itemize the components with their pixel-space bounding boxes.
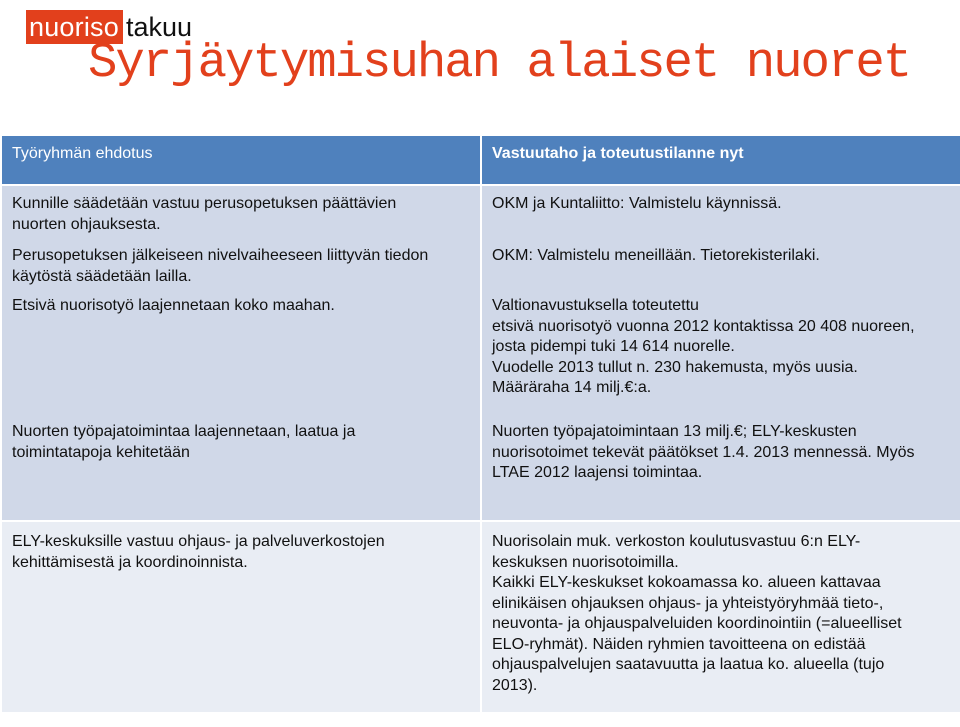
status-text: OKM: Valmistelu meneillään. Tietorekisterilaki.: [492, 247, 820, 264]
proposal-text: Etsivä nuorisotyö laajennetaan koko maahan.: [12, 297, 335, 314]
row1-proposals-cell: [1, 185, 481, 521]
row1-status-cell: [481, 185, 960, 521]
page-title: Syrjäytymisuhan alaiset nuoret: [88, 35, 911, 91]
status-text: OKM ja Kuntaliitto: Valmistelu käynnissä.: [492, 195, 782, 212]
table-row: [1, 521, 960, 713]
status-text: Nuorisolain muk. verkoston koulutusvastuu 6:n ELY- keskuksen nuorisotoimilla. Kaikki ELY-keskukset kokoamassa ko. alueen kattavaa elinikäisen ohjauksen ohjaus- ja yhteistyöryhmää tieto-, neuvonta- ja ohjauspalveluiden koordinointiin (=alueelliset ELO-ryhmät). Näiden ryhmien tavoitteena on edistää ohjauspalvelujen saatavuutta ja laatua ko. alueella (tujo 2013).: [492, 533, 902, 694]
status-text: Nuorten työpajatoimintaan 13 milj.€; ELY-keskusten nuorisotoimet tekevät päätökset 1.4. 2013 mennessä. Myös LTAE 2012 laajensi toimintaa.: [492, 423, 915, 481]
proposal-text: Kunnille säädetään vastuu perusopetuksen päättävien nuorten ohjauksesta.: [12, 195, 397, 233]
header-responsibility: Vastuutaho ja toteutustilanne nyt: [481, 135, 960, 185]
proposal-text: Nuorten työpajatoimintaa laajennetaan, laatua ja toimintatapoja kehitetään: [12, 423, 356, 461]
row2-status-cell: [481, 521, 960, 713]
header-proposal: Työryhmän ehdotus: [1, 135, 481, 185]
table-row: [1, 185, 960, 521]
proposal-table: [0, 134, 960, 714]
proposal-text: ELY-keskuksille vastuu ohjaus- ja palveluverkostojen kehittämisestä ja koordinoinnista.: [12, 533, 385, 571]
status-text: Valtionavustuksella toteutettu etsivä nuorisotyö vuonna 2012 kontaktissa 20 408 nuoreen, josta pidempi tuki 14 614 nuorelle. Vuodelle 2013 tullut n. 230 hakemusta, myös uusia. Määräraha 14 milj.€:a.: [492, 297, 915, 396]
proposal-text: Perusopetuksen jälkeiseen nivelvaiheeseen liittyvän tiedon käytöstä säädetään lailla.: [12, 247, 429, 285]
logo-part-takuu: takuu: [125, 12, 193, 42]
row2-proposals-cell: [1, 521, 481, 713]
logo-part-nuoriso: nuoriso: [26, 10, 123, 44]
table-header-row: [1, 135, 960, 185]
